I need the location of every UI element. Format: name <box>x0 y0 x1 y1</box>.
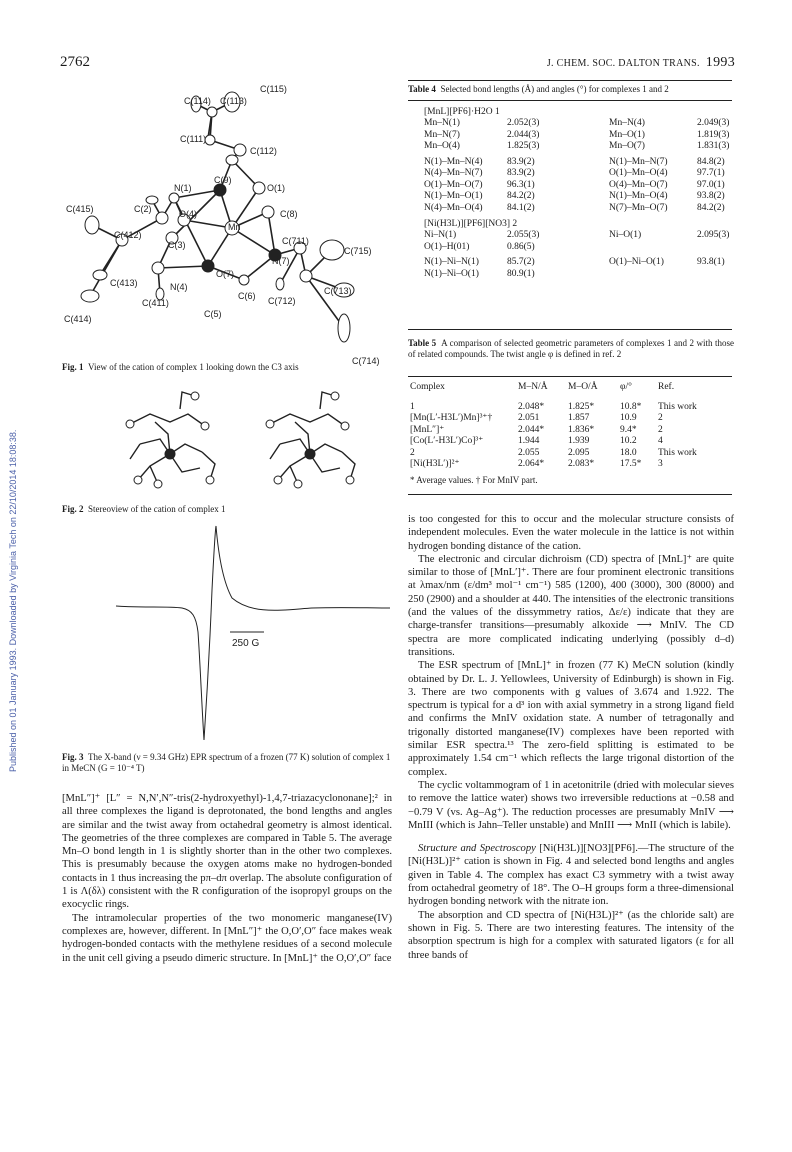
table4-caption <box>408 84 734 95</box>
fig1-atom-label: C(5) <box>204 309 222 319</box>
table-cell: 84.8(2) <box>697 156 725 167</box>
paragraph: The cyclic voltammogram of 1 in acetonitrile (dried with molecular sieves to remove the lattice water) shows two irreversible reductions at −0.58 and −0.79 V (vs. Ag–Ag⁺). The reduction processes are presumably MnIV ⟶ MnIII (which is Jahn–Teller unstable) and MnIII ⟶ MnII (which is labile). <box>408 779 734 831</box>
table-cell: 2.055 <box>518 447 540 458</box>
table-cell: This work <box>658 401 697 412</box>
fig1-atom-label: C(715) <box>344 246 372 256</box>
table-cell: 2.095(3) <box>697 230 730 240</box>
table-cell: 2.083* <box>568 459 595 469</box>
table-cell: 97.0(1) <box>697 179 725 190</box>
fig1-atom-label: C(713) <box>324 286 352 296</box>
fig1-atom-label: C(113) <box>220 96 247 106</box>
table5-grid <box>410 382 728 471</box>
table-cell: Mn–O(7) <box>609 141 645 151</box>
fig3-epr-spectrum <box>112 520 392 760</box>
table-cell: N(1)–Ni–O(1) <box>424 268 479 279</box>
fig1-atom-label: N(4) <box>170 282 188 292</box>
table5-caption <box>408 338 734 360</box>
table-cell: 3 <box>658 459 663 469</box>
table-cell: Mn–N(7) <box>424 129 460 140</box>
table-cell: 80.9(1) <box>507 268 535 279</box>
table-cell: O(1)–Mn–O(7) <box>424 179 483 190</box>
fig1-atom-label: N(1) <box>174 183 192 193</box>
table-cell: N(1)–Mn–O(1) <box>424 191 483 201</box>
table-cell: 2 <box>658 413 663 423</box>
fig1-atom-label: C(714) <box>352 356 380 366</box>
fig2-stereoview <box>110 384 360 502</box>
table-cell: [Co(L′-H3L′)Co]³⁺ <box>410 436 484 446</box>
fig3-caption <box>62 752 392 774</box>
table-cell: 2.044(3) <box>507 129 540 140</box>
table-header-row <box>410 382 728 402</box>
stereo-left <box>130 392 215 484</box>
table-row <box>424 257 725 269</box>
table-cell: 1.939 <box>568 436 590 446</box>
table4-title: Selected bond lengths (Å) and angles (°) for complexes 1 and 2 <box>440 84 669 94</box>
table-cell: Mn–O(1) <box>609 129 645 140</box>
fig1-atom-label: C(411) <box>142 298 169 308</box>
journal-year: 1993 <box>705 55 735 70</box>
table-row <box>424 130 729 142</box>
table-cell: O(4)–Mn–O(7) <box>609 179 668 190</box>
page-number: 2762 <box>60 54 90 70</box>
table-cell: 1.825(3) <box>507 141 540 151</box>
table-cell: 2.049(3) <box>697 118 730 128</box>
table-cell: 96.3(1) <box>507 179 535 190</box>
fig1-atom-label: C(112) <box>250 146 277 156</box>
table-row <box>424 242 729 254</box>
table4-label: Table 4 <box>408 84 436 94</box>
fig1-atom-label: C(415) <box>66 204 94 214</box>
fig1-caption-label: Fig. 1 <box>62 362 84 372</box>
epr-trace <box>116 526 390 740</box>
table-cell: 83.9(2) <box>507 168 535 178</box>
table-cell: O(1)–Mn–O(4) <box>609 168 668 178</box>
table-row <box>424 157 725 169</box>
table-cell: 0.86(5) <box>507 241 535 252</box>
fig2-caption-label: Fig. 2 <box>62 504 84 514</box>
table-cell: 83.9(2) <box>507 156 535 167</box>
table-cell: 2.064* <box>518 459 545 469</box>
table-cell: 10.8* <box>620 401 642 412</box>
journal-header <box>547 55 735 71</box>
table-cell: 9.4* <box>620 424 637 435</box>
table-cell: 2.051 <box>518 413 540 423</box>
section-lead: [Ni(H3L)][NO3][PF6].—The structure of the [Ni(H3L)]²⁺ cation is shown in Fig. 4 and selected bond lengths and angles given in Table 4. The complex has exact C3 symmetry with a twist away from octahedral geometry of 18°. The O–H groups form a three-dimensional hydrogen bonding network with the nitrate ion. <box>408 843 734 908</box>
table-cell: 84.2(2) <box>697 202 725 213</box>
table-cell: [Ni(H3L′)]²⁺ <box>410 459 460 469</box>
table-cell: 2.052(3) <box>507 118 540 128</box>
table-row <box>424 141 729 153</box>
fig3-scale-label: 250 G <box>232 638 260 649</box>
table-cell: 1.831(3) <box>697 141 730 151</box>
table-cell: 2 <box>658 424 663 435</box>
table-row <box>424 203 725 215</box>
table5 <box>410 382 734 486</box>
table-cell: 97.7(1) <box>697 168 725 178</box>
table-cell: 1 <box>410 401 415 412</box>
table-cell: 1.836* <box>568 424 595 435</box>
table-cell: 2.055(3) <box>507 230 540 240</box>
table-row <box>410 459 728 471</box>
fig2-caption-text: Stereoview of the cation of complex 1 <box>88 504 226 514</box>
table-header-cell: Ref. <box>658 382 675 392</box>
table-cell <box>697 269 725 281</box>
fig1-atom-label: C(8) <box>280 209 298 219</box>
fig1-atom-label: C(414) <box>64 314 92 324</box>
table-cell: N(1)–Mn–O(4) <box>609 191 668 201</box>
table-cell: 93.8(2) <box>697 191 725 201</box>
table-row <box>410 448 728 460</box>
fig1-atom-label: C(2) <box>134 204 152 214</box>
table-cell: Mn–O(4) <box>424 141 460 151</box>
table-row <box>410 436 728 448</box>
table-header-cell: M–N/Å <box>518 382 548 392</box>
table-cell: 2.044* <box>518 424 545 435</box>
section-paragraph <box>408 842 734 908</box>
table-cell: 17.5* <box>620 459 642 469</box>
table4-heading-2: [Ni(H3L)][PF6][NO3] 2 <box>424 219 518 229</box>
fig1-atom-label: C(114) <box>184 96 211 106</box>
table-row <box>410 413 728 425</box>
table-cell: 2 <box>410 447 415 458</box>
fig3-caption-text: The X-band (ν = 9.34 GHz) EPR spectrum of a frozen (77 K) solution of complex 1 in MeCN (G = 10⁻⁴ T) <box>62 752 391 773</box>
fig1-atom-label: C(711) <box>282 236 309 246</box>
table-header-cell: Complex <box>410 382 445 392</box>
table-cell <box>609 242 697 254</box>
fig3-caption-label: Fig. 3 <box>62 752 84 762</box>
table-cell: O(1)–Ni–O(1) <box>609 257 664 267</box>
table-row <box>424 168 725 180</box>
journal-name: J. CHEM. SOC. DALTON TRANS. <box>546 58 700 69</box>
paragraph: The absorption and CD spectra of [Ni(H3L)]²⁺ (as the chloride salt) are shown in Fig. 5. There are two interesting features. The intensity of the absorption spectrum is high for a complex with saturated ligators (ε for all three bands of <box>408 909 734 961</box>
fig1-atom-label: O(7) <box>216 269 234 279</box>
table-cell: This work <box>658 447 697 458</box>
table-cell: 10.9 <box>620 413 637 423</box>
fig1-atom-label: C(712) <box>268 296 296 306</box>
table-row <box>424 118 729 130</box>
table-cell: N(4)–Mn–O(4) <box>424 202 483 213</box>
fig1-caption <box>62 362 392 373</box>
section-title: Structure and Spectroscopy <box>418 843 536 855</box>
paragraph: The intramolecular properties of the two monomeric manganese(IV) complexes are, however, different. In [MnL″]⁺ the O,O′,O″ face makes weak hydrogen-bonded contacts with the methylene residues of a second molecule in the unit cell giving a pseudo dimeric structure. In [MnL]⁺ the O,O′,O″ face <box>62 912 392 964</box>
table-cell: 2.048* <box>518 401 545 412</box>
table-cell: 84.2(2) <box>507 191 535 201</box>
table-cell: Ni–O(1) <box>609 230 642 240</box>
table-cell: N(1)–Mn–N(4) <box>424 156 483 167</box>
fig1-atom-label: C(111) <box>180 134 207 144</box>
fig1-atom-label: C(115) <box>260 84 287 94</box>
table4-lengths-1 <box>424 118 729 153</box>
left-column-text <box>62 792 392 965</box>
table-cell: N(1)–Ni–N(1) <box>424 257 479 267</box>
table-cell: N(1)–Mn–N(7) <box>609 156 668 167</box>
table-header-cell: φ/° <box>620 382 632 392</box>
table-cell: N(7)–Mn–O(7) <box>609 202 668 213</box>
fig1-atom-label: C(9) <box>214 175 232 185</box>
table-cell: 10.2 <box>620 436 637 446</box>
fig1-atom-label: C(3) <box>168 240 186 250</box>
table-cell: O(1)–H(01) <box>424 241 470 252</box>
fig1-atom-label: C(6) <box>238 291 256 301</box>
table4-heading-1: [MnL][PF6]·H2O 1 <box>424 107 500 117</box>
table-cell: Mn–N(4) <box>609 118 645 128</box>
table4-angles-2 <box>424 257 725 280</box>
table-cell: 2.095 <box>568 447 590 458</box>
table-cell: 4 <box>658 436 663 446</box>
table-cell: 1.819(3) <box>697 129 730 140</box>
table5-title: A comparison of selected geometric parameters of complexes 1 and 2 with those of related compounds. The twist angle φ is defined in ref. 2 <box>408 338 734 359</box>
paragraph: The electronic and circular dichroism (CD) spectra of [MnL]⁺ are quite similar to those of [MnL′]⁺. There are four prominent electronic transitions at λmax/nm (ε/dm³ mol⁻¹ cm⁻¹) 585 (1200), 400 (3000), 300 (8000) and 250 (2900) and a shoulder at 440. The intensities of the electronic transitions (and the values of the dissymmetry ratios, Δε/ε) indicate that they are charge-transfer transitions—presumably alkoxide ⟶ MnIV. The CD spectra are more complicated indicating underlying (possibly d–d) transitions. <box>408 553 734 658</box>
stereo-right <box>270 392 355 484</box>
paragraph: is too congested for this to occur and the molecular structure consists of independent molecules. Even the water molecule in the lattice is not within hydrogen bonding distance of the cation. <box>408 514 734 552</box>
download-watermark: Published on 01 January 1993. Downloaded by Virginia Tech on 22/10/2014 18:08:38. <box>8 429 18 772</box>
table-row <box>424 269 725 281</box>
table-row <box>410 425 728 437</box>
table-cell: 18.0 <box>620 447 637 458</box>
table-cell <box>609 269 697 281</box>
paragraph: [MnL″]⁺ [L″ = N,N′,N″-tris(2-hydroxyethyl)-1,4,7-triazacyclononane];² in all three complexes the ligand is deprotonated, the bond lengths and angles are similar and the twist away from octahedral geometry is almost identical. The geometries of the three complexes are compared in Table 5. The average Mn–O bond length in 1 is slightly shorter than in the other two complexes. This is presumably because the oxygen atoms make no hydrogen-bonded contacts in 1 thus increasing the pπ–dπ overlap. The absolute configuration of 1 is Λ(δλ) consistent with the R configuration of the isopropyl groups on the exocyclic rings. <box>62 793 392 911</box>
table-row <box>424 191 725 203</box>
right-column-text <box>408 513 734 962</box>
fig2-caption <box>62 504 392 515</box>
fig1-caption-text: View of the cation of complex 1 looking down the C3 axis <box>88 362 299 372</box>
paragraph: The ESR spectrum of [MnL]⁺ in frozen (77 K) MeCN solution (kindly obtained by Dr. L. J. Yellowlees, University of Edinburgh) is shown in Fig. 3. There are two components with g values of 3.674 and 1.922. The spectrum is typical for a d³ ion with axial symmetry in a strong ligand field and confirms the MnIV oxidation state. A number of tetragonally and trigonally distorted manganese(IV) complexes have been reported with similar ESR spectra.¹³ The zero-field splitting is estimated to be approximately 1.54 cm⁻¹ which reflects the large trigonal distortion of the complex. <box>408 660 734 778</box>
fig1-atom-label: C(413) <box>110 278 138 288</box>
fig1-atom-label: Mn <box>228 222 241 232</box>
fig1-atom-label: O(1) <box>267 183 285 193</box>
table-row <box>424 230 729 242</box>
table4 <box>424 106 734 280</box>
table-cell: 1.857 <box>568 413 590 423</box>
table-cell: Ni–N(1) <box>424 230 457 240</box>
fig1-atom-label: N(7) <box>272 256 290 266</box>
table-header-cell: M–O/Å <box>568 382 598 392</box>
table4-angles-1 <box>424 157 725 215</box>
table-cell: 85.7(2) <box>507 257 535 267</box>
table5-footnote: * Average values. † For MnIV part. <box>410 474 538 485</box>
table-row <box>410 402 728 414</box>
table-cell: [MnL″]⁺ <box>410 424 445 435</box>
table-cell: 93.8(1) <box>697 257 725 267</box>
table-cell: N(4)–Mn–N(7) <box>424 168 483 178</box>
table4-lengths-2 <box>424 230 729 253</box>
table-cell: 84.1(2) <box>507 202 535 213</box>
table-row <box>424 180 725 192</box>
fig1-molecular-structure <box>62 80 392 370</box>
fig1-atom-label: O(4) <box>179 209 197 219</box>
fig1-atom-label: C(412) <box>114 230 142 240</box>
table-cell: Mn–N(1) <box>424 118 460 128</box>
table-cell: 1.944 <box>518 436 540 446</box>
table5-label: Table 5 <box>408 338 437 348</box>
table-cell: [Mn(L′-H3L′)Mn]³⁺† <box>410 413 493 423</box>
table-cell <box>697 242 729 254</box>
table-cell: 1.825* <box>568 401 595 412</box>
